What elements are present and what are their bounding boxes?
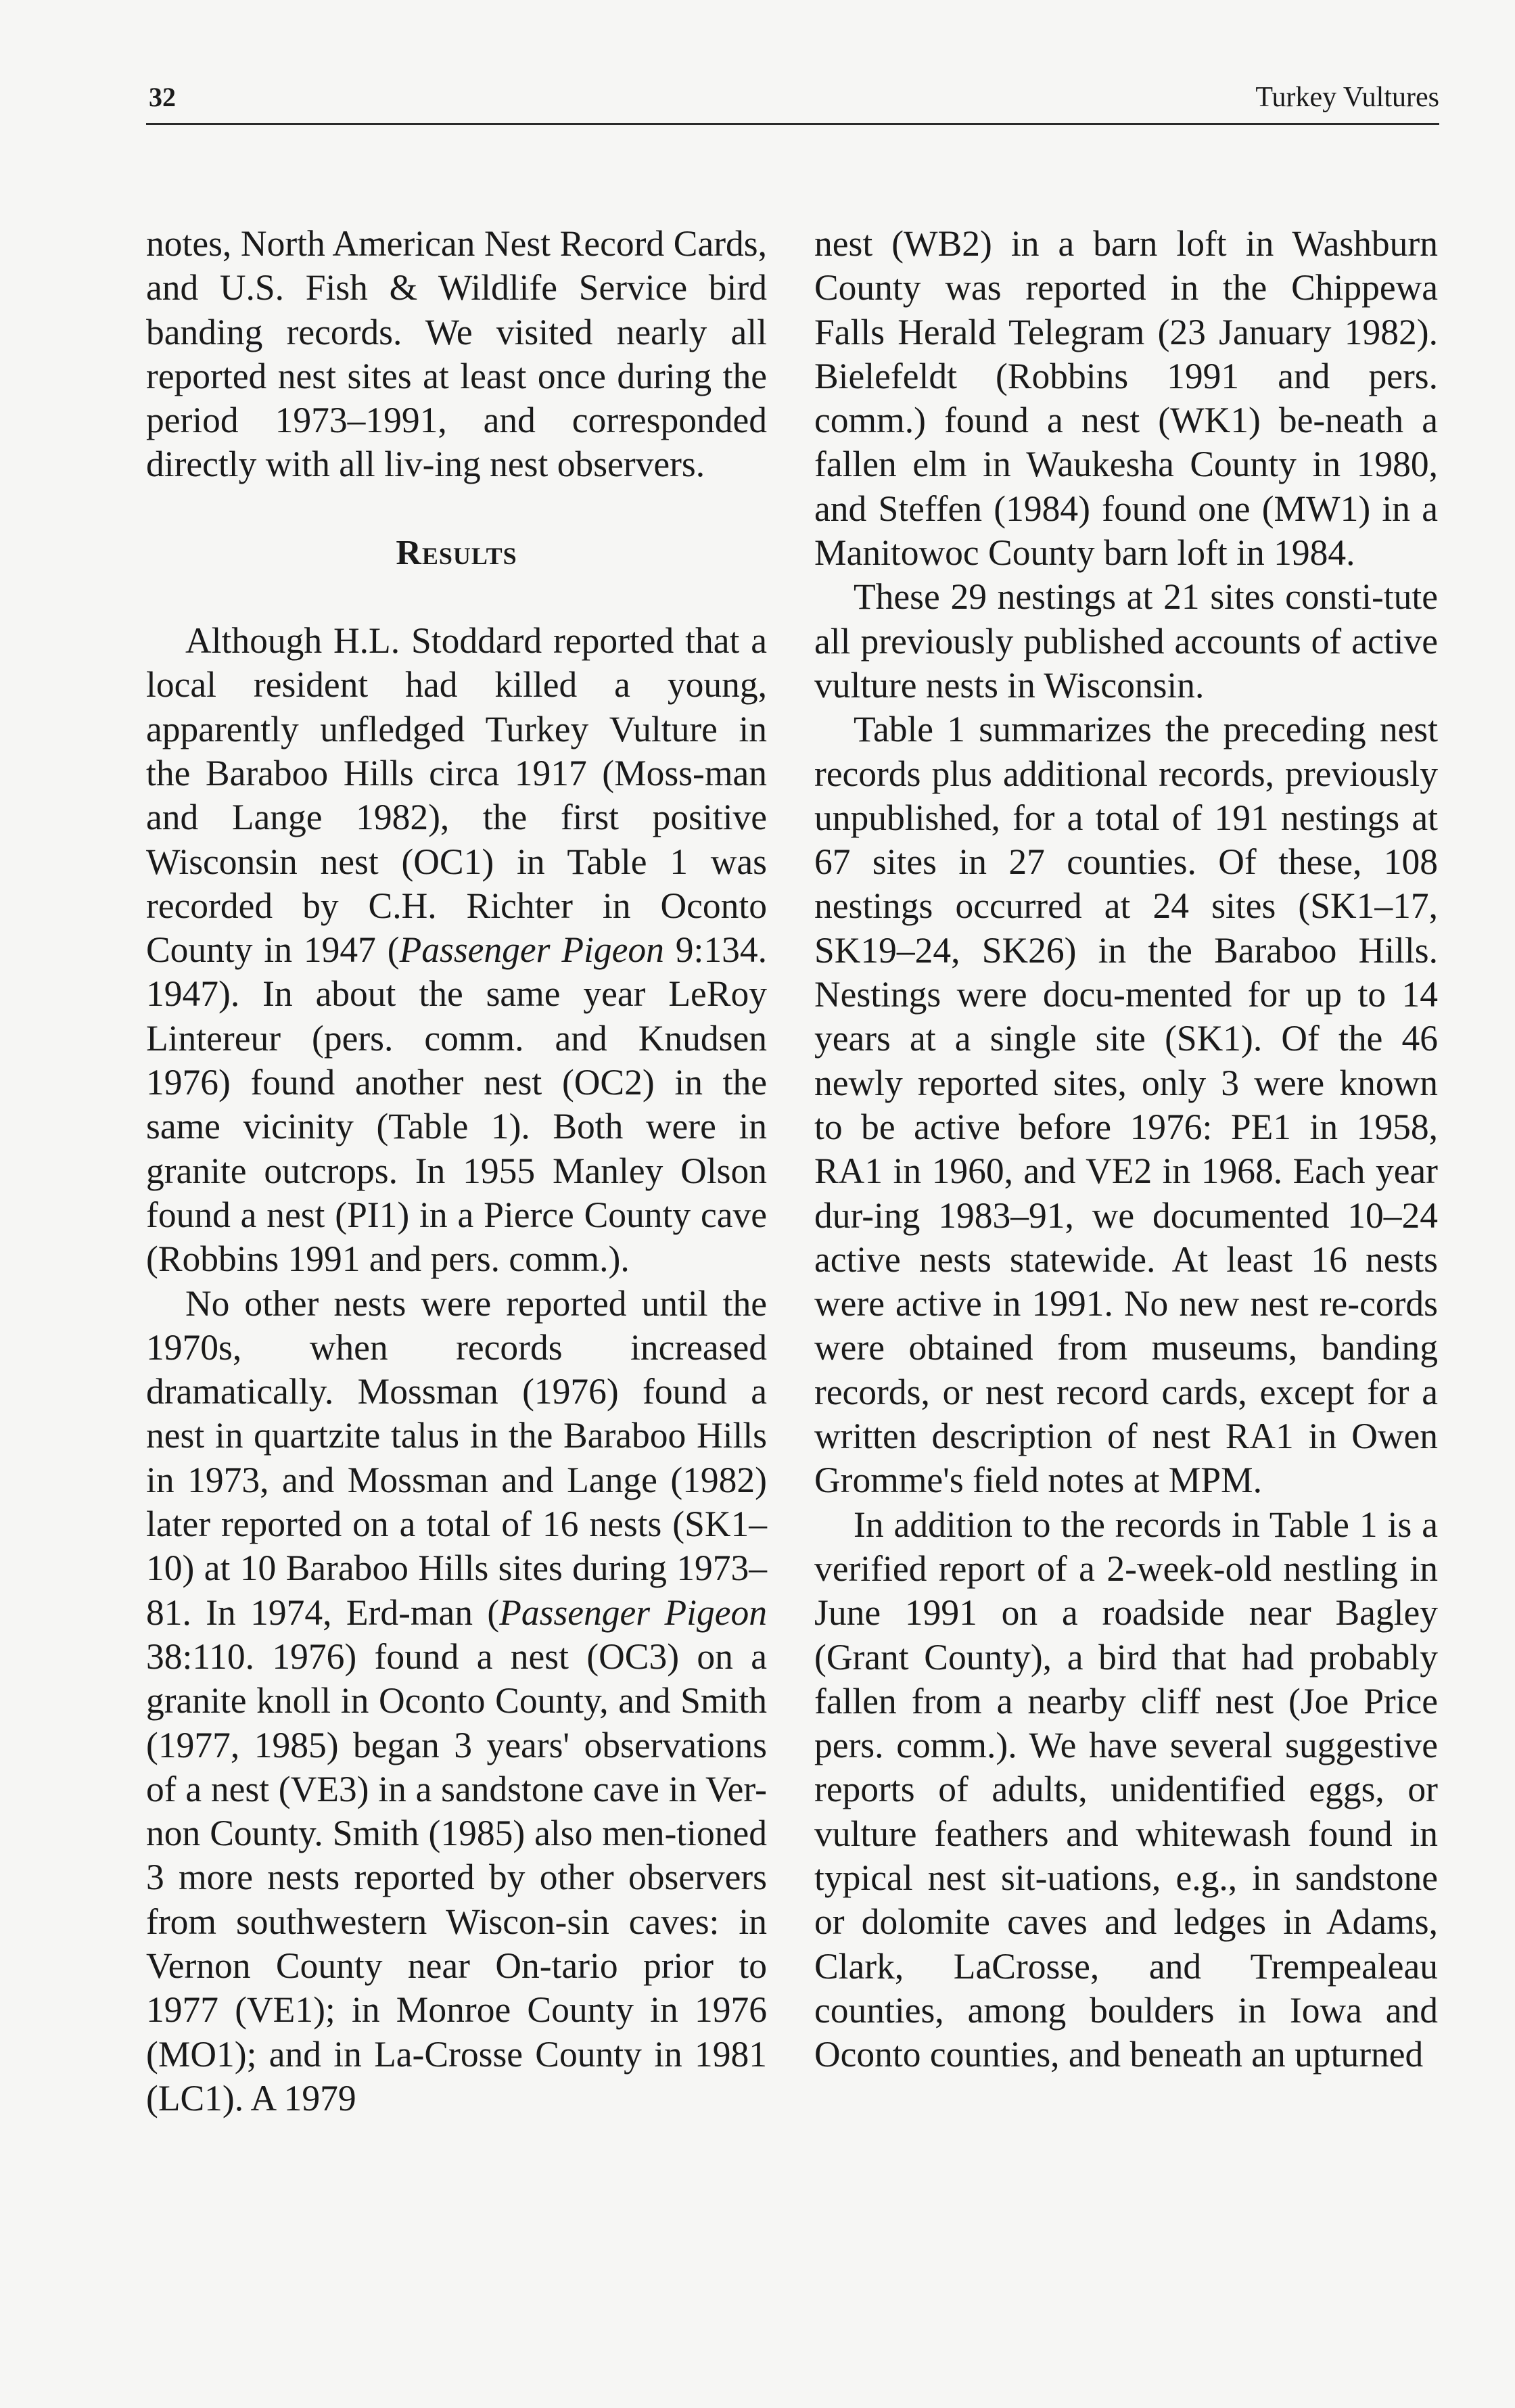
journal-title: Passenger Pigeon: [399, 929, 664, 971]
running-title: Turkey Vultures: [1255, 82, 1439, 113]
section-heading: Results: [396, 533, 517, 572]
page-number: 32: [149, 82, 176, 112]
paragraph: In addition to the records in Table 1 is a verified report of a 2-week-old nestling in June 1991 on a roadside near Bagley (Grant County), a bird that had probably fallen from a nearby cliff nest (Joe Price pers. comm.). We have several suggestive reports of adults, unidentified eggs, or vulture feathers and whitewash found in typical nest sit-uations, e.g., in sandstone or dolomite caves and ledges in Adams, Clark, LaCrosse, and Trempealeau counties, among boulders in Iowa and Oconto counties, and beneath an upturned: [814, 1504, 1438, 2075]
paragraph: notes, North American Nest Record Cards, and U.S. Fish & Wildlife Service bird banding records. We visited nearly all reported nest sites at least once during the period 1973–1991, and corresponded directly with all liv-ing nest observers.: [146, 223, 767, 485]
left-column: [146, 222, 767, 2121]
paragraph: Table 1 summarizes the preceding nest records plus additional records, previously unpublished, for a total of 191 nestings at 67 sites in 27 counties. Of these, 108 nestings occurred at 24 sites (SK1–17, SK19–24, SK26) in the Baraboo Hills. Nestings were docu-mented for up to 14 years at a single site (SK1). Of the 46 newly reported sites, only 3 were known to be active before 1976: PE1 in 1958, RA1 in 1960, and VE2 in 1968. Each year dur-ing 1983–91, we documented 10–24 active nests statewide. At least 16 nests were active in 1991. No new nest re-cords were obtained from museums, banding records, or nest record cards, except for a written description of nest RA1 in Owen Gromme's field notes at MPM.: [814, 709, 1438, 1501]
journal-title: Passenger Pigeon: [499, 1592, 767, 1633]
paragraph: No other nests were reported until the 1970s, when records increased dramatically. Mossman (1976) found a nest in quartzite talus in the Baraboo Hills in 1973, and Mossman and Lange (1982) later reported on a total of 16 nests (SK1–10) at 10 Baraboo Hills sites during 1973–81. In 1974, Erd-man (Passenger Pigeon 38:110. 1976) found a nest (OC3) on a granite knoll in Oconto County, and Smith (1977, 1985) began 3 years' observations of a nest (VE3) in a sandstone cave in Ver-non County. Smith (1985) also men-tioned 3 more nests reported by other observers from southwestern Wiscon-sin caves: in Vernon County near On-tario prior to 1977 (VE1); in Monroe County in 1976 (MO1); and in La-Crosse County in 1981 (LC1). A 1979: [146, 1282, 767, 2118]
paragraph: Although H.L. Stoddard reported that a local resident had killed a young, apparently unfledged Turkey Vulture in the Baraboo Hills circa 1917 (Moss-man and Lange 1982), the first positive Wisconsin nest (OC1) in Table 1 was recorded by C.H. Richter in Oconto County in 1947 (Passenger Pigeon 9:134. 1947). In about the same year LeRoy Lintereur (pers. comm. and Knudsen 1976) found another nest (OC2) in the same vicinity (Table 1). Both were in granite outcrops. In 1955 Manley Olson found a nest (PI1) in a Pierce County cave (Robbins 1991 and pers. comm.).: [146, 620, 767, 1280]
page-header: [146, 80, 1439, 125]
paragraph: These 29 nestings at 21 sites consti-tute all previously published accounts of active vulture nests in Wisconsin.: [814, 576, 1438, 705]
right-column: [814, 222, 1438, 2077]
paragraph: nest (WB2) in a barn loft in Washburn County was reported in the Chippewa Falls Herald Telegram (23 January 1982). Bielefeldt (Robbins 1991 and pers. comm.) found a nest (WK1) be-neath a fallen elm in Waukesha County in 1980, and Steffen (1984) found one (MW1) in a Manitowoc County barn loft in 1984.: [814, 223, 1438, 574]
